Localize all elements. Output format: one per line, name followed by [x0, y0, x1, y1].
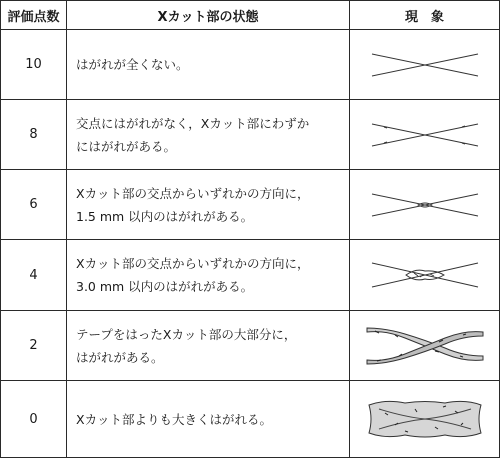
x-cut-slight-peel-icon	[370, 122, 480, 148]
x-cut-full-peel-icon	[365, 397, 485, 441]
state-cell: 交点にはがれがなく，Xカット部にわずか にはがれがある。	[67, 100, 350, 170]
x-cut-peel-1-5mm-icon	[370, 191, 480, 219]
phenomenon-cell	[350, 311, 500, 381]
state-cell: Xカット部よりも大きくはがれる。	[67, 381, 350, 458]
x-cut-major-peel-icon	[365, 326, 485, 366]
state-cell: Xカット部の交点からいずれかの方向に， 3.0 mm 以内のはがれがある。	[67, 240, 350, 311]
score-cell: 6	[0, 170, 67, 240]
score-cell: 2	[0, 311, 67, 381]
x-cut-no-peel-icon	[370, 52, 480, 78]
x-cut-peel-3-0mm-icon	[370, 260, 480, 290]
score-cell: 8	[0, 100, 67, 170]
state-cell: Xカット部の交点からいずれかの方向に， 1.5 mm 以内のはがれがある。	[67, 170, 350, 240]
phenomenon-cell	[350, 240, 500, 311]
header-phenomenon: 現 象	[350, 0, 500, 30]
score-cell: 4	[0, 240, 67, 311]
score-cell: 10	[0, 30, 67, 100]
phenomenon-cell	[350, 170, 500, 240]
score-cell: 0	[0, 381, 67, 458]
phenomenon-cell	[350, 30, 500, 100]
header-state: Xカット部の状態	[67, 0, 350, 30]
header-score: 評価点数	[0, 0, 67, 30]
state-cell: テープをはったXカット部の大部分に， はがれがある。	[67, 311, 350, 381]
phenomenon-cell	[350, 381, 500, 458]
phenomenon-cell	[350, 100, 500, 170]
state-cell: はがれが全くない。	[67, 30, 350, 100]
